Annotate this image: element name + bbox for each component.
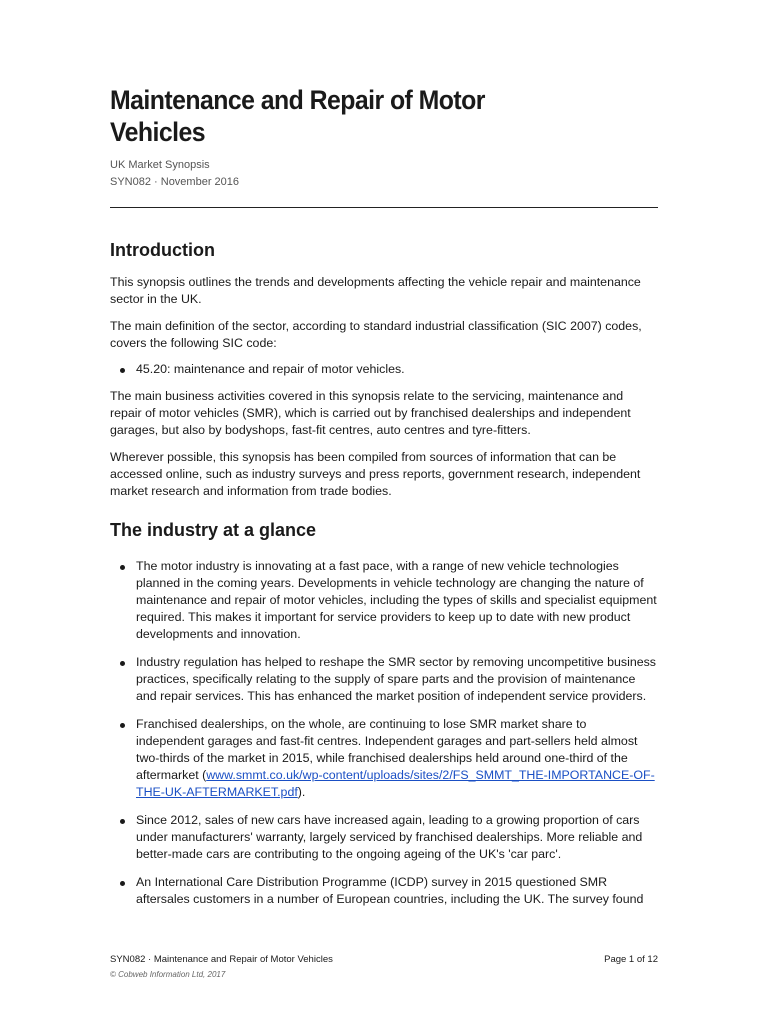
section-heading-introduction: Introduction (110, 240, 215, 260)
copyright-notice: © Cobweb Information Ltd, 2017 (110, 970, 226, 979)
document-subtitle-block (110, 157, 658, 191)
list-item (110, 812, 658, 863)
glance-bullet-list (110, 558, 658, 908)
list-item (110, 558, 658, 643)
list-item (110, 361, 658, 378)
bullet-icon (120, 819, 125, 824)
bullet-icon (120, 661, 125, 666)
smmt-aftermarket-link[interactable]: www.smmt.co.uk/wp-content/uploads/sites/2/FS_SMMT_THE-IMPORTANCE-OF-THE-UK-AFTERMARKET.pdf (136, 768, 655, 799)
glance-bullet-text: The motor industry is innovating at a fast pace, with a range of new vehicle technologies planned in the coming years. Developments in vehicle technology are changing the nature of maintenance and repair of motor vehicles, including the types of skills and specialist equipment required. This makes it important for service providers to keep up to date with new product developments and innovation. (136, 559, 657, 641)
list-item (110, 716, 658, 801)
section-heading-industry-at-a-glance: The industry at a glance (110, 520, 317, 540)
bullet-icon (120, 723, 125, 728)
intro-paragraph-4: Wherever possible, this synopsis has been compiled from sources of information that can be accessed online, such as industry surveys and press reports, government research, independent market research and information from trade bodies. (110, 450, 641, 498)
bullet-icon (120, 565, 125, 570)
list-item (110, 654, 658, 705)
glance-bullet-text: An International Care Distribution Programme (ICDP) survey in 2015 questioned SMR aftersales customers in a number of European countries, including the UK. The survey found (136, 875, 644, 906)
sic-code-text: 45.20: maintenance and repair of motor vehicles. (136, 362, 405, 376)
document-code-date: SYN082 · November 2016 (110, 176, 240, 188)
glance-bullet-text: Franchised dealerships, on the whole, are continuing to lose SMR market share to independent garages and fast-fit centres. Independent garages and part-sellers held almost two-thirds of the market in 2015, while franchised dealerships held around one-third of the aftermarket ( (136, 717, 638, 782)
sic-code-list (110, 361, 658, 378)
intro-paragraph-2: The main definition of the sector, according to standard industrial classification (SIC 2007) codes, covers the following SIC code: (110, 319, 642, 350)
list-item (110, 874, 658, 908)
bullet-icon (120, 368, 125, 373)
footer-row (110, 953, 658, 966)
document-title (110, 84, 662, 148)
document-subtitle: UK Market Synopsis (110, 159, 210, 171)
page-number: Page 1 of 12 (604, 954, 658, 965)
title-line-2: Vehicles (110, 117, 206, 147)
page-footer (110, 953, 658, 981)
bullet-icon (120, 881, 125, 886)
intro-paragraph-1: This synopsis outlines the trends and developments affecting the vehicle repair and maintenance sector in the UK. (110, 275, 641, 306)
glance-bullet-text: Industry regulation has helped to reshape the SMR sector by removing uncompetitive business practices, specifically relating to the supply of spare parts and the provision of maintenance and repair services. This has enhanced the market position of independent service providers. (136, 655, 657, 703)
intro-paragraph-3: The main business activities covered in this synopsis relate to the servicing, maintenance and repair of motor vehicles (SMR), which is carried out by franchised dealerships and independent garages, but also by bodyshops, fast-fit centres, auto centres and tyre-fitters. (110, 389, 631, 437)
glance-bullet-text: Since 2012, sales of new cars have increased again, leading to a growing proportion of cars under manufacturers' warranty, largely serviced by franchised dealerships. More reliable and better-made cars are contributing to the ongoing ageing of the UK's 'car parc'. (136, 813, 643, 861)
footer-document-name: SYN082 · Maintenance and Repair of Motor Vehicles (110, 954, 333, 965)
header-divider (110, 207, 658, 208)
title-line-1: Maintenance and Repair of Motor (110, 85, 485, 115)
page-content (110, 84, 658, 908)
glance-bullet-text-end: ). (297, 785, 306, 799)
